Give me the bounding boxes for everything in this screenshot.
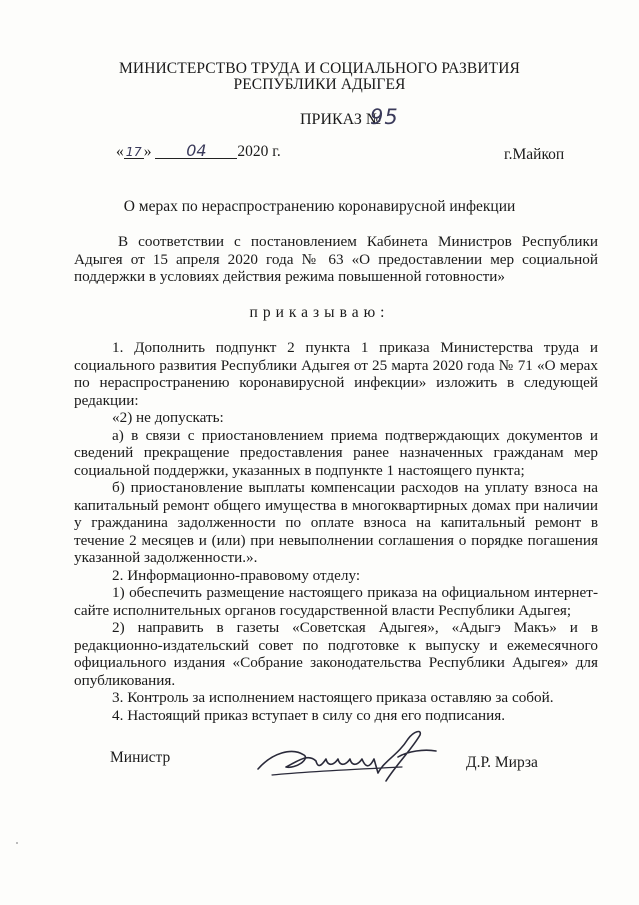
order-paragraph: 3. Контроль за исполнением настоящего приказа оставляю за собой.: [112, 689, 554, 706]
handwritten-signature: [252, 725, 452, 785]
order-subject: О мерах по нераспространению коронавирусной инфекции: [123, 198, 516, 215]
order-paragraph: б) приостановление выплаты компенсации расходов на уплату взноса на капитальный ремонт общего имущества в многоквартирных домах при наличии у гражданина задолженности по оплате взноса на капитальный ремонт в течение 2 месяцев и (или) при невыполнении соглашения о порядке погашения указанной задолженности.».: [74, 479, 598, 566]
date-year: 2020 г.: [237, 143, 281, 160]
ministry-name-line2: РЕСПУБЛИКИ АДЫГЕЯ: [233, 76, 406, 93]
order-date: [116, 143, 281, 161]
order-paragraph: «2) не допускать:: [112, 409, 224, 426]
signatory-name: Д.Р. Мирза: [466, 754, 538, 771]
order-number: 95: [370, 105, 399, 129]
signatory-title: Министр: [110, 749, 171, 766]
order-paragraph: а) в связи с приостановлением приема подтверждающих документов и сведений прекращение предоставления ранее назначенных гражданам мер социальной поддержки, указанных в подпункте 1 настоящего пункта;: [74, 426, 598, 479]
order-paragraph: 2) направить в газеты «Советская Адыгея», «Адыгэ Макъ» и в редакционно-издательский совет по подготовке к выпуску и ежемесячного официального издания «Собрание законодательства Республики Адыгея» для опубликования.: [74, 619, 598, 689]
order-items: [74, 339, 598, 724]
order-paragraph: 1) обеспечить размещение настоящего приказа на официальном интернет-сайте исполнительных органов государственной власти Республики Адыгея;: [74, 584, 598, 619]
scan-speck: [16, 842, 18, 844]
order-label: ПРИКАЗ №: [300, 111, 382, 128]
order-paragraph: 1. Дополнить подпункт 2 пункта 1 приказа Министерства труда и социального развития Республики Адыгея от 25 марта 2020 года № 71 «О мерах по нераспространению коронавирусной инфекции» изложить в следующей редакции:: [74, 339, 598, 409]
order-paragraph: 2. Информационно-правовому отделу:: [112, 566, 361, 584]
date-month: 04: [155, 144, 237, 159]
order-heading: [300, 105, 399, 129]
order-directive: приказываю:: [249, 304, 390, 321]
city: г.Майкоп: [504, 146, 565, 163]
date-close-quote: »: [143, 143, 152, 160]
ministry-name-line1: МИНИСТЕРСТВО ТРУДА И СОЦИАЛЬНОГО РАЗВИТИЯ: [119, 60, 520, 77]
preamble-text: В соответствии с постановлением Кабинета Министров Республики Адыгея от 15 апреля 2020 года № 63 «О предоставлении мер социальной поддержки в условиях действия режима повышенной готовности»: [74, 233, 598, 285]
preamble: [74, 233, 598, 286]
date-day: 17: [124, 145, 144, 159]
order-paragraph: 4. Настоящий приказ вступает в силу со дня его подписания.: [112, 706, 506, 724]
date-open-quote: «: [116, 143, 124, 160]
